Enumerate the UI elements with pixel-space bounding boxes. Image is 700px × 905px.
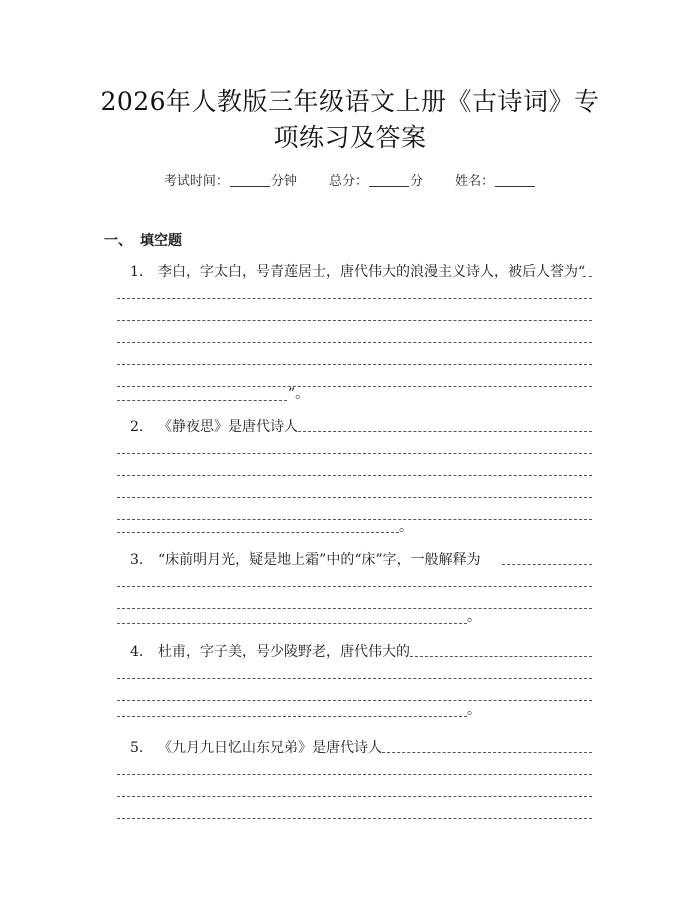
answer-blank-line[interactable] — [117, 497, 592, 498]
exam-score — [329, 170, 423, 189]
document-title-line2: 项练习及答案 — [273, 123, 427, 152]
answer-blank-line[interactable] — [117, 818, 592, 819]
question-end: 。 — [399, 519, 413, 535]
question-number: 4. — [130, 644, 144, 660]
question-number: 1. — [130, 264, 144, 280]
answer-blank-line[interactable] — [117, 586, 592, 587]
answer-blank-line[interactable] — [117, 623, 467, 624]
answer-blank-line[interactable] — [298, 431, 592, 432]
question-end: 。 — [467, 609, 481, 625]
question-number: 3. — [130, 552, 144, 568]
answer-blank-line[interactable] — [117, 320, 592, 321]
question-text: 《静夜思》是唐代诗人 — [158, 419, 298, 435]
section-title: 填空题 — [140, 233, 182, 249]
question-number: 5. — [130, 740, 144, 756]
answer-blank-line[interactable] — [117, 453, 592, 454]
answer-blank-line[interactable] — [117, 796, 592, 797]
question-5 — [130, 737, 382, 757]
exam-time — [164, 170, 297, 189]
question-3 — [130, 549, 481, 569]
answer-blank-line[interactable] — [410, 656, 592, 657]
exam-score-blank[interactable] — [369, 174, 409, 187]
question-end: 。 — [467, 702, 481, 718]
section-number: 一、 — [104, 233, 132, 249]
answer-blank-line[interactable] — [117, 532, 399, 533]
exam-score-label: 总分： — [328, 174, 368, 189]
exam-time-blank[interactable] — [230, 174, 270, 187]
answer-blank-line[interactable] — [117, 716, 467, 717]
exam-time-label: 考试时间： — [163, 174, 229, 189]
answer-blank-line[interactable] — [117, 342, 592, 343]
answer-blank-line[interactable] — [117, 386, 592, 387]
document-title-line1: 2026年人教版三年级语文上册《古诗词》专 — [100, 87, 600, 116]
answer-blank-line[interactable] — [502, 564, 592, 565]
question-text: 杜甫，字子美，号少陵野老，唐代伟大的 — [158, 644, 410, 660]
question-1 — [130, 261, 585, 281]
question-end: ”。 — [288, 386, 310, 402]
answer-blank-line[interactable] — [117, 400, 287, 401]
answer-blank-line[interactable] — [117, 608, 592, 609]
exam-name-label: 姓名： — [455, 174, 495, 189]
answer-blank-line[interactable] — [117, 364, 592, 365]
exam-name-blank[interactable] — [495, 174, 535, 187]
exam-meta-row — [0, 170, 700, 189]
answer-blank-line[interactable] — [382, 752, 592, 753]
question-4 — [130, 641, 410, 661]
section-heading — [104, 230, 182, 250]
question-text: “床前明月光，疑是地上霜”中的“床”字，一般解释为 — [158, 552, 481, 568]
exam-score-unit: 分 — [410, 174, 424, 189]
answer-blank-line[interactable] — [117, 678, 592, 679]
question-text: 《九月九日忆山东兄弟》是唐代诗人 — [158, 740, 382, 756]
exam-name — [455, 170, 536, 189]
question-2 — [130, 416, 298, 436]
answer-blank-line[interactable] — [117, 298, 592, 299]
answer-blank-line[interactable] — [117, 519, 592, 520]
answer-blank-line[interactable] — [117, 475, 592, 476]
answer-blank-line[interactable] — [117, 774, 592, 775]
question-text: 李白，字太白，号青莲居士，唐代伟大的浪漫主义诗人，被后人誉为“ — [158, 264, 586, 280]
question-number: 2. — [130, 419, 144, 435]
answer-blank-line[interactable] — [583, 276, 592, 277]
exam-time-unit: 分钟 — [270, 174, 297, 189]
answer-blank-line[interactable] — [117, 700, 592, 701]
